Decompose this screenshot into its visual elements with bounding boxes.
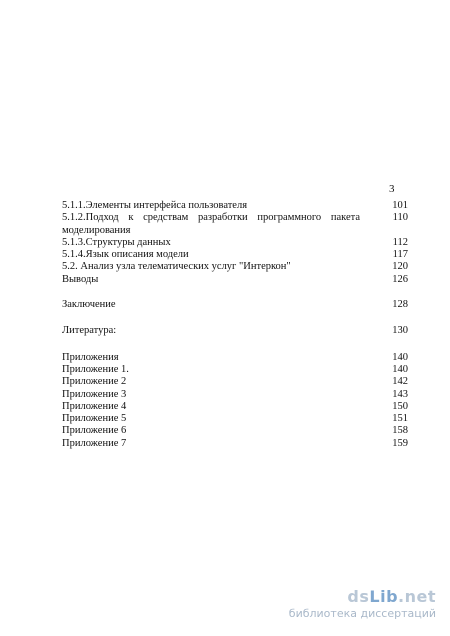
toc-entry-title: Заключение [62, 299, 116, 311]
toc-entry [62, 413, 408, 425]
toc-entry [62, 364, 408, 376]
toc-entry-title: Литература: [62, 325, 117, 337]
toc-entry-page: 143 [392, 388, 408, 400]
dslib-watermark [289, 587, 436, 620]
toc-entry-title: Приложение 5 [62, 413, 127, 425]
toc-entry [62, 237, 408, 249]
toc-entry [62, 389, 408, 401]
toc-entry-page: 150 [392, 400, 408, 412]
toc-entry-page: 126 [392, 273, 408, 285]
toc-entry-title: Приложения [62, 351, 119, 363]
toc-entry-page: 140 [392, 363, 408, 375]
toc-entry-page: 120 [392, 261, 408, 273]
toc-entry-title: Приложение 1. [62, 363, 129, 375]
toc-entry [62, 212, 408, 237]
toc-entry-title-line-2: моделирования [62, 224, 131, 236]
toc-entry-title [62, 212, 362, 237]
toc-entry [62, 249, 408, 261]
toc-entry [62, 376, 408, 388]
logo-lib: Lib [369, 587, 399, 606]
toc-entry [62, 352, 408, 364]
toc-entry-title: 5.1.4.Язык описания модели [62, 249, 189, 261]
logo-ds: ds [347, 587, 370, 606]
spacer [62, 286, 408, 299]
toc-entry-title: Приложение 6 [62, 425, 127, 437]
toc-entry [62, 299, 408, 311]
watermark-subtitle: библиотека диссертаций [288, 607, 436, 620]
toc-entry-page: 159 [392, 437, 408, 449]
toc-entry [62, 438, 408, 450]
spacer [62, 338, 408, 352]
toc-entry [62, 274, 408, 286]
toc-entry-page: 110 [392, 212, 408, 224]
toc-entry-page: 140 [392, 351, 408, 363]
page-number: 3 [389, 183, 395, 195]
toc-entry [62, 401, 408, 413]
dslib-logo [289, 587, 436, 606]
toc-entry-page: 158 [392, 425, 408, 437]
toc-entry [62, 325, 408, 337]
table-of-contents [62, 200, 408, 450]
toc-entry-page: 112 [392, 236, 408, 248]
toc-entry-title: Выводы [62, 273, 99, 285]
toc-entry [62, 425, 408, 437]
toc-entry-title: 5.1.3.Структуры данных [62, 236, 171, 248]
toc-entry-title: Приложение 4 [62, 400, 127, 412]
toc-entry-page: 128 [392, 299, 408, 311]
toc-entry-page: 151 [392, 413, 408, 425]
spacer [62, 311, 408, 325]
toc-entry-title: Приложение 3 [62, 388, 127, 400]
toc-entry-title: 5.1.1.Элементы интерфейса пользователя [62, 200, 248, 211]
logo-net: .net [398, 587, 436, 606]
toc-entry-page: 142 [392, 376, 408, 388]
toc-entry-title: Приложение 7 [62, 437, 127, 449]
toc-entry [62, 200, 408, 212]
toc-entry-title-line-1: 5.1.2.Подход к средствам разработки программного пакета [62, 212, 360, 224]
toc-entry-page: 130 [392, 325, 408, 337]
toc-entry-title: Приложение 2 [62, 376, 127, 388]
toc-entry-page: 101 [392, 200, 408, 211]
toc-entry-title: 5.2. Анализ узла телематических услуг "Интеркон" [62, 261, 291, 273]
toc-entry [62, 261, 408, 273]
toc-entry-page: 117 [392, 249, 408, 261]
